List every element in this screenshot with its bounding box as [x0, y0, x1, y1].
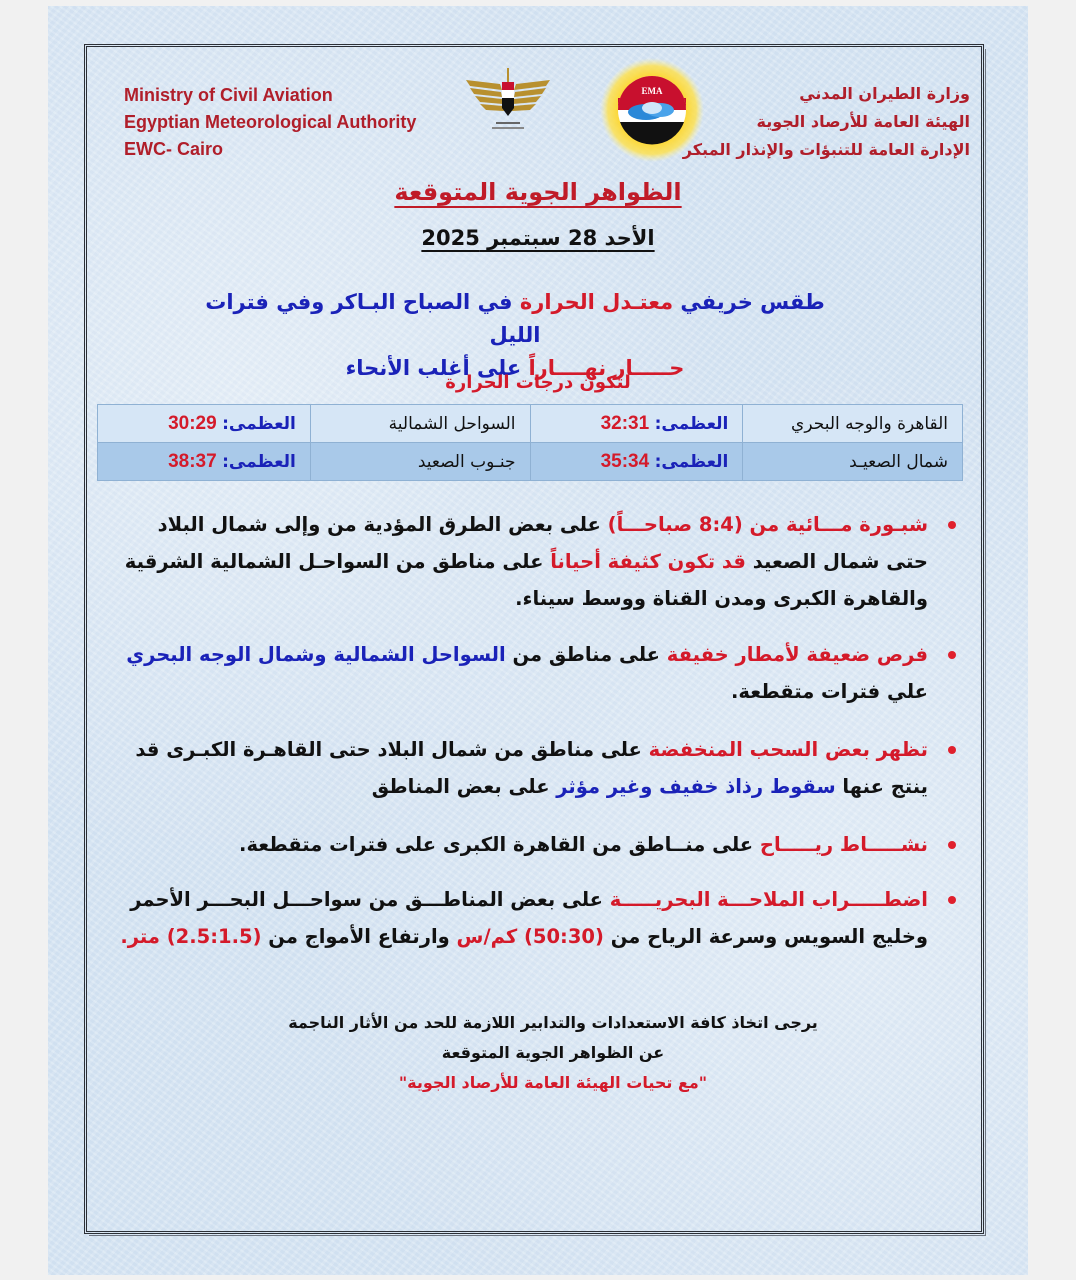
bullet-text-segment: على مناطق من شمال البلاد حتى القاهـرة الكبـرى قد ينتج عنها [135, 738, 928, 798]
max-label: العظمى: [654, 413, 729, 434]
bullet-text-segment: على مناطق من [505, 643, 660, 666]
region-name: شمال الصعيـد [743, 443, 963, 481]
bullet-text-segment: سقوط رذاذ خفيف وغير مؤثر [549, 775, 836, 798]
summary-segment: طقس خريفي [673, 290, 825, 314]
max-temp-value: 30:29 [168, 412, 217, 434]
title-text: الظواهر الجوية المتوقعة [394, 178, 682, 206]
summary-segment: معتـدل الحرارة [512, 290, 674, 314]
bullet-text-segment: شبـورة مـــائية من (8:4 صباحـــاً) [600, 513, 928, 536]
ema-logo-text: EMA [641, 86, 663, 96]
weather-summary [200, 286, 830, 385]
arabic-header [683, 80, 970, 164]
english-authority: Egyptian Meteorological Authority [124, 112, 417, 132]
bullet-text-segment: (50:30) كم/س [449, 925, 604, 948]
arabic-ministry: وزارة الطيران المدني [799, 84, 970, 103]
max-label: العظمى: [222, 413, 296, 434]
list-item [110, 881, 928, 955]
max-temp-value: 35:34 [600, 450, 650, 472]
arabic-authority: الهيئة العامة للأرصاد الجوية [756, 112, 970, 131]
temperatures-table [97, 404, 963, 481]
bullet-text-segment: السواحل الشمالية وشمال الوجه البحري [126, 643, 506, 666]
bullet-text-segment: علي فترات متقطعة. [730, 680, 928, 703]
list-item [110, 636, 928, 710]
bullet-icon [948, 841, 956, 849]
temperatures-label: لتكون درجات الحرارة [445, 372, 631, 393]
bullet-text-segment: تظهر بعض السحب المنخفضة [641, 738, 928, 761]
bullet-text-segment: قد تكون كثيفة أحياناً [543, 550, 746, 573]
max-label: العظمى: [222, 451, 296, 472]
max-temp-value: 38:37 [168, 450, 217, 472]
closing-line-1: يرجى اتخاذ كافة الاستعدادات والتدابير اللازمة للحد من الأثار الناجمة [288, 1013, 818, 1032]
bullet-icon [948, 746, 956, 754]
table-row [98, 443, 963, 481]
bullet-icon [948, 896, 956, 904]
bullet-text-segment: على مناطق من السواحـل الشمالية الشرقية والقاهرة الكبرى ومدن القناة ووسط سيناء. [124, 550, 928, 610]
summary-segment: حـــــار نهــــاراً [521, 356, 685, 380]
region-name: جنـوب الصعيد [310, 443, 530, 481]
closing-line-2: عن الظواهر الجوية المتوقعة [441, 1043, 665, 1062]
forecast-date [0, 226, 1076, 250]
bullet-text-segment: فرص ضعيفة لأمطار خفيفة [659, 643, 928, 666]
max-temp-cell [98, 443, 311, 481]
max-temp-cell [98, 405, 311, 443]
max-label: العظمى: [654, 451, 729, 472]
arabic-directorate: الإدارة العامة للتنبؤات والإنذار المبكر [682, 140, 970, 159]
bullet-text-segment: (2.5:1.5) متر. [120, 925, 262, 948]
max-temp-cell [530, 405, 743, 443]
region-name: السواحل الشمالية [310, 405, 530, 443]
bullet-text-segment: وارتفاع الأمواج من [261, 925, 450, 948]
document-title [0, 178, 1076, 206]
english-center: EWC- Cairo [124, 139, 223, 159]
summary-line-1 [200, 286, 830, 352]
summary-segment: في الصباح البـاكر وفي فترات الليل [205, 290, 541, 347]
bullet-text-segment: اضطـــــراب الملاحـــة البحريـــــة [602, 888, 928, 911]
civil-aviation-wings-logo [462, 66, 554, 136]
bullet-text-segment: على منــاطق من القاهرة الكبرى على فترات متقطعة. [239, 833, 754, 856]
bullet-icon [948, 651, 956, 659]
max-temp-cell [530, 443, 743, 481]
closing-greeting: "مع تحيات الهيئة العامة للأرصاد الجوية" [398, 1073, 708, 1092]
closing-note [0, 1008, 1076, 1098]
bullet-text-segment: على بعض المناطـــق من سواحـــل البحـــر الأحمر وخليج السويس وسرعة الرياح من [130, 888, 928, 948]
list-item [134, 731, 928, 805]
list-item [110, 506, 928, 617]
bullet-icon [948, 521, 956, 529]
english-ministry: Ministry of Civil Aviation [124, 85, 333, 105]
summary-segment: على أغلب الأنحاء [345, 356, 522, 380]
bullet-text-segment: نشـــــاط ريـــــاح [753, 833, 928, 856]
region-name: القاهرة والوجه البحري [743, 405, 963, 443]
english-header [124, 82, 416, 163]
max-temp-value: 32:31 [600, 412, 650, 434]
list-item [110, 826, 928, 863]
bullet-text-segment: على بعض الطرق المؤدية من وإلى شمال البلاد حتى شمال الصعيد [157, 513, 928, 573]
bullet-text-segment: على بعض المناطق [371, 775, 550, 798]
table-row [98, 405, 963, 443]
date-text: الأحد 28 سبتمبر 2025 [421, 226, 655, 250]
